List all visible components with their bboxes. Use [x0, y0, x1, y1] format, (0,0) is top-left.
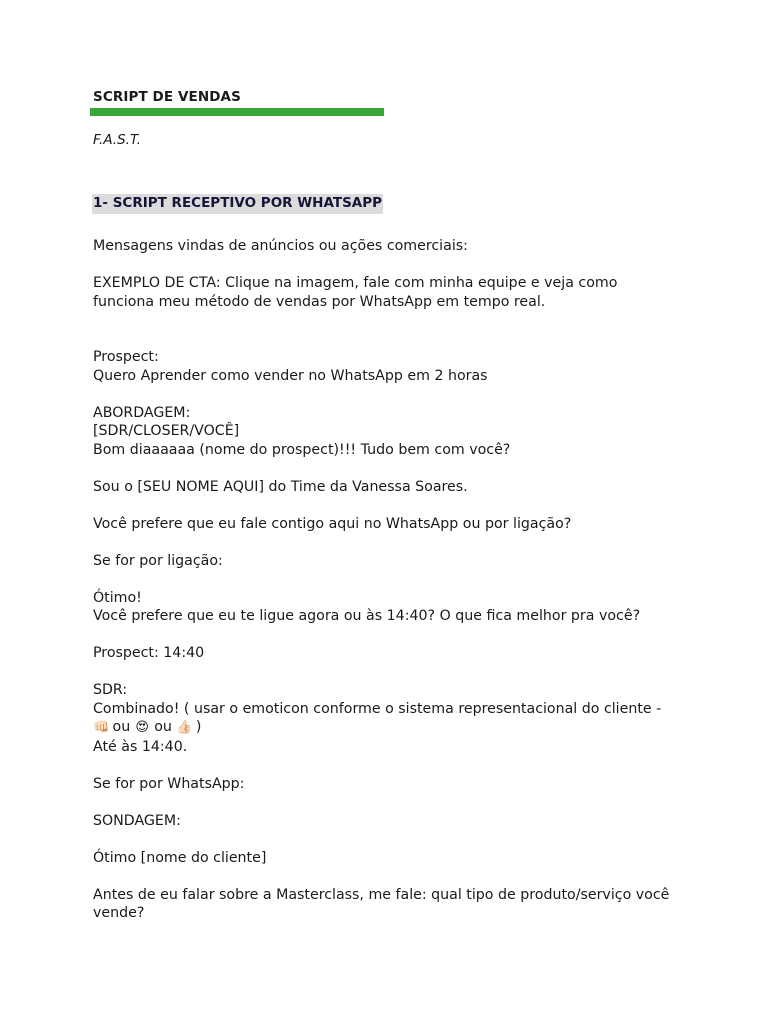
text-line: Se for por WhatsApp: [93, 775, 245, 792]
text-line: EXEMPLO DE CTA: Clique na imagem, fale com minha equipe e veja como [93, 275, 618, 291]
fist-bump-emoji-icon: 👊🏻 [93, 720, 110, 735]
text-line: Quero Aprender como vender no WhatsApp em 2 horas [93, 367, 488, 384]
text-line: funciona meu método de vendas por WhatsApp em tempo real. [93, 293, 546, 310]
document-subtitle: F.A.S.T. [93, 132, 141, 148]
text-line: ABORDAGEM: [93, 404, 191, 421]
section-heading: 1- SCRIPT RECEPTIVO POR WHATSAPP [92, 194, 383, 214]
text-line: Você prefere que eu fale contigo aqui no WhatsApp ou por ligação? [93, 515, 572, 532]
text-line: Prospect: 14:40 [93, 645, 205, 661]
text-line: Mensagens vindas de anúncios ou ações comerciais: [93, 238, 468, 254]
heart-eyes-emoji-icon: 😍 [135, 720, 149, 735]
text-line: Você prefere que eu te ligue agora ou às 14:40? O que fica melhor pra você? [93, 608, 641, 624]
text-line: Bom diaaaaaa (nome do prospect)!!! Tudo bem com você? [93, 441, 511, 458]
text-line: Sou o [SEU NOME AQUI] do Time da Vanessa Soares. [93, 478, 468, 495]
text-line: Ótimo! [93, 589, 142, 606]
title-underline [90, 108, 384, 116]
script-body [93, 237, 683, 923]
text-line: Se for por ligação: [93, 552, 223, 569]
thumbs-up-emoji-icon: 👍🏻 [176, 720, 193, 735]
text-line: Até às 14:40. [93, 738, 188, 755]
text-close-paren: ) [191, 719, 202, 735]
text-line: Prospect: [93, 349, 159, 365]
text-line: Ótimo [nome do cliente] [93, 849, 267, 866]
text-line: Combinado! ( usar o emoticon conforme o sistema representacional do cliente - [93, 700, 662, 717]
text-line: SDR: [93, 682, 128, 698]
text-line: SONDAGEM: [93, 812, 181, 829]
text-line: vende? [93, 905, 145, 921]
emoji-line [93, 718, 683, 738]
text-ou: ou [108, 719, 135, 735]
text-ou: ou [149, 719, 177, 735]
text-line: [SDR/CLOSER/VOCÊ] [93, 423, 240, 439]
document-title: SCRIPT DE VENDAS [93, 89, 241, 105]
text-line: Antes de eu falar sobre a Masterclass, me fale: qual tipo de produto/serviço você [93, 886, 670, 903]
